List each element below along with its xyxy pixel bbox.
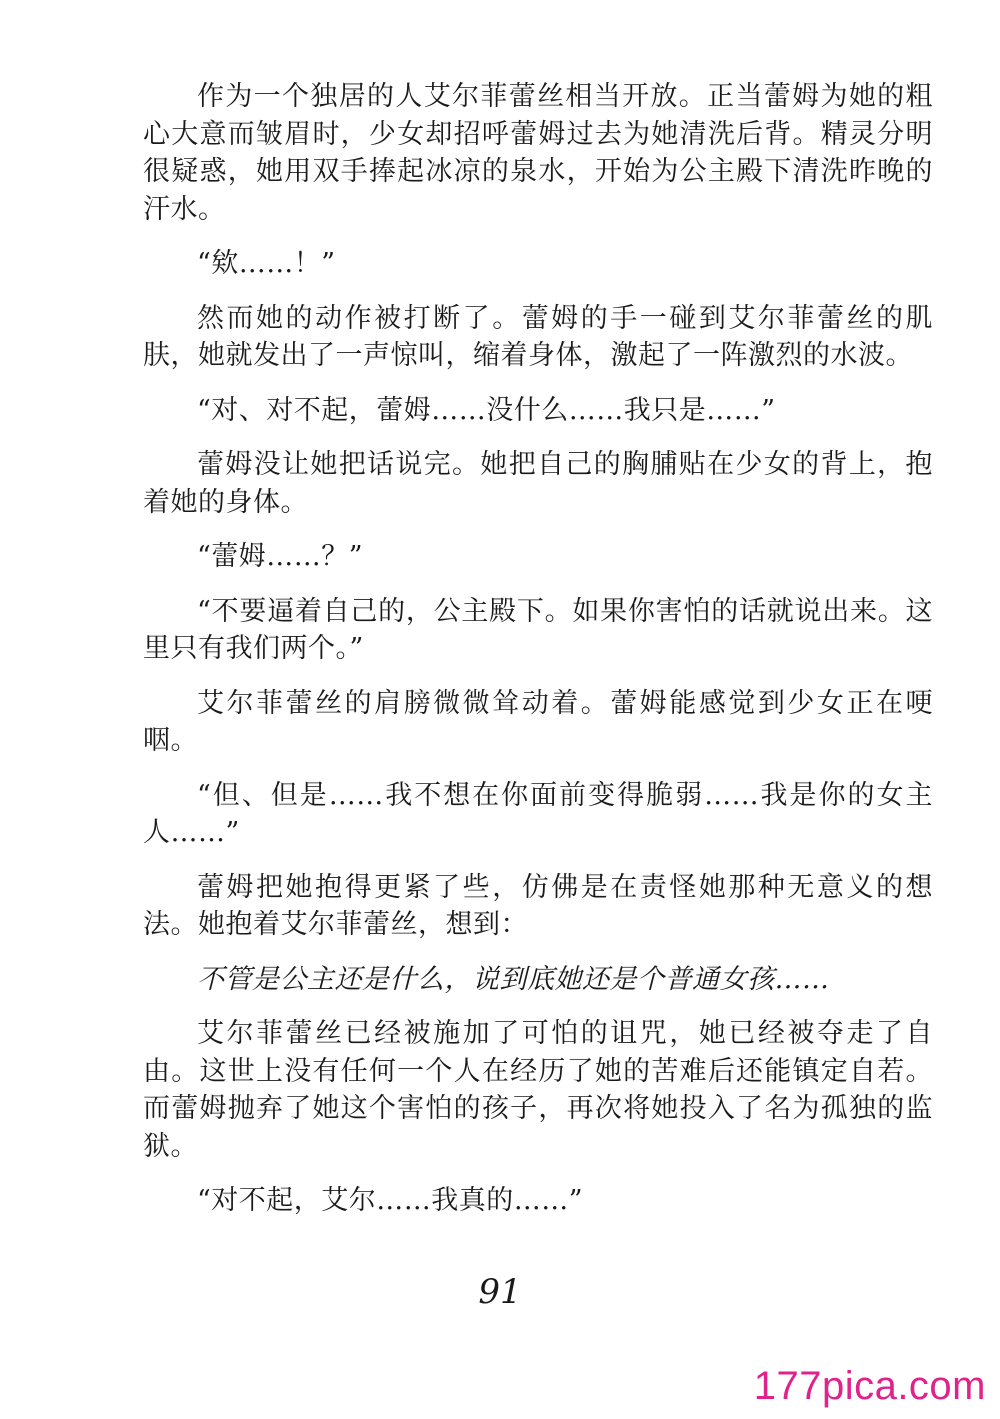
paragraph: 艾尔菲蕾丝的肩膀微微耸动着。蕾姆能感觉到少女正在哽咽。 xyxy=(143,687,933,756)
paragraph: 艾尔菲蕾丝已经被施加了可怕的诅咒，她已经被夺走了自由。这世上没有任何一个人在经历了她的苦难后还能镇定自若。而蕾姆抛弃了她这个害怕的孩子，再次将她投入了名为孤独的监狱。 xyxy=(143,1018,933,1162)
paragraph-italic-thought: 不管是公主还是什么，说到底她还是个普通女孩…… xyxy=(197,963,830,995)
page-body xyxy=(143,78,933,1237)
page-number: 91 xyxy=(478,1272,522,1312)
paragraph: “对、对不起，蕾姆……没什么……我只是……” xyxy=(197,394,776,426)
paragraph: “不要逼着自己的，公主殿下。如果你害怕的话就说出来。这里只有我们两个。” xyxy=(143,595,933,664)
paragraph: “蕾姆……？” xyxy=(197,541,364,572)
paragraph: 蕾姆没让她把话说完。她把自己的胸脯贴在少女的背上，抱着她的身体。 xyxy=(143,449,933,518)
paragraph: 作为一个独居的人艾尔菲蕾丝相当开放。正当蕾姆为她的粗心大意而皱眉时，少女却招呼蕾姆过去为她清洗后背。精灵分明很疑惑，她用双手捧起冰凉的泉水，开始为公主殿下清洗昨晚的汗水。 xyxy=(143,81,933,225)
paragraph: “欸……！” xyxy=(197,248,336,279)
paragraph: 然而她的动作被打断了。蕾姆的手一碰到艾尔菲蕾丝的肌肤，她就发出了一声惊叫，缩着身体，激起了一阵激烈的水波。 xyxy=(143,302,933,371)
watermark: 177pica.com xyxy=(753,1364,986,1408)
paragraph: 蕾姆把她抱得更紧了些，仿佛是在责怪她那种无意义的想法。她抱着艾尔菲蕾丝，想到： xyxy=(143,871,933,940)
paragraph: “对不起，艾尔……我真的……” xyxy=(197,1185,584,1216)
paragraph: “但、但是……我不想在你面前变得脆弱……我是你的女主人……” xyxy=(143,779,933,848)
